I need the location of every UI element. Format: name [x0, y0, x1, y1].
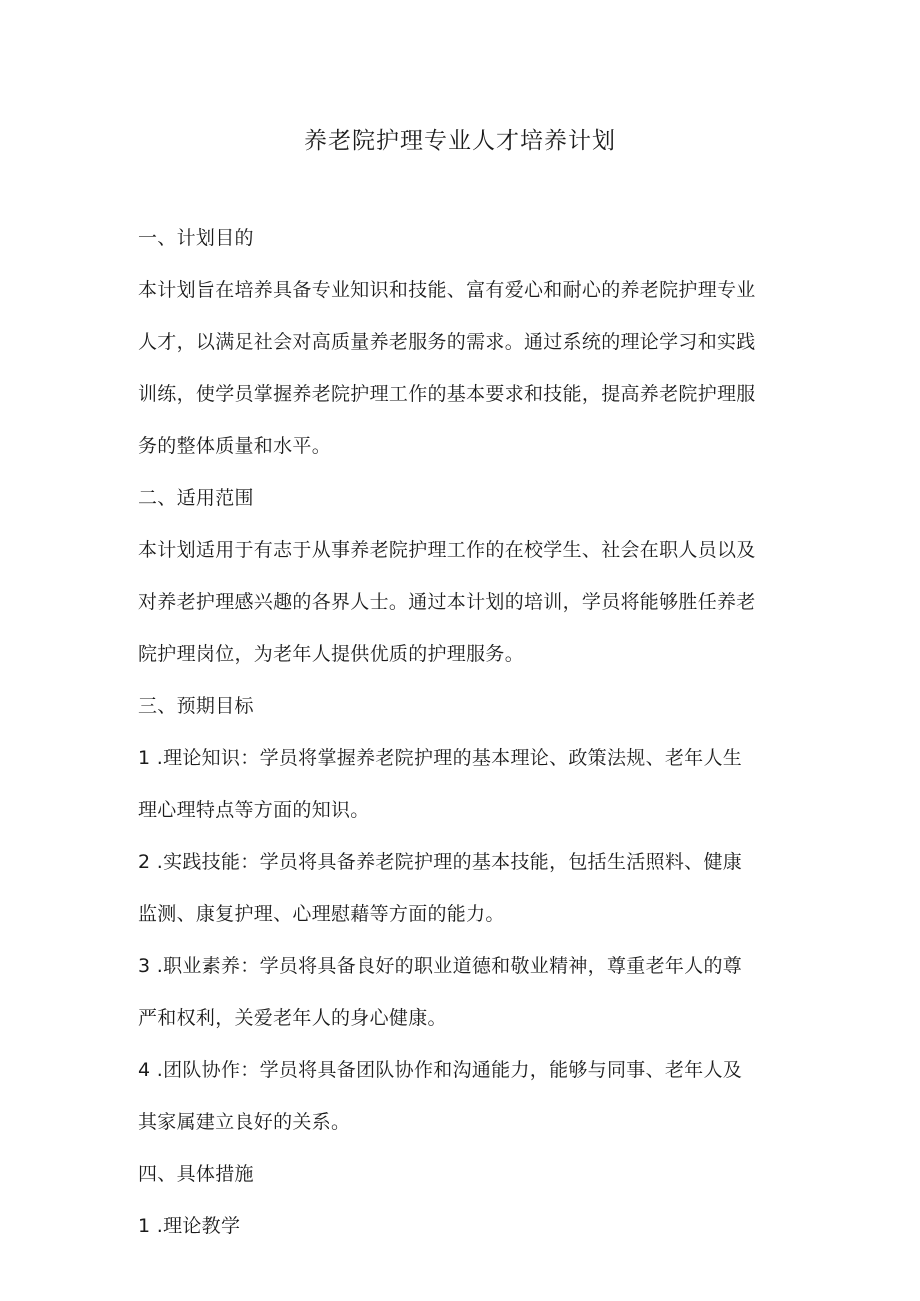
list-item-teamwork: 4 .团队协作：学员将具备团队协作和沟通能力，能够与同事、老年人及 [138, 1059, 743, 1081]
paragraph-line: 务的整体质量和水平。 [138, 435, 332, 457]
paragraph-line: 训练，使学员掌握养老院护理工作的基本要求和技能，提高养老院护理服 [138, 383, 756, 405]
section-heading-measures: 四、具体措施 [138, 1163, 254, 1185]
paragraph-line: 监测、康复护理、心理慰藉等方面的能力。 [138, 903, 505, 925]
paragraph-line: 院护理岗位，为老年人提供优质的护理服务。 [138, 643, 525, 665]
paragraph-line: 其家属建立良好的关系。 [138, 1111, 351, 1133]
list-item-professionalism: 3 .职业素养：学员将具备良好的职业道德和敬业精神，尊重老年人的尊 [138, 955, 743, 977]
list-item-practice: 2 .实践技能：学员将具备养老院护理的基本技能，包括生活照料、健康 [138, 851, 743, 873]
paragraph-line: 本计划旨在培养具备专业知识和技能、富有爱心和耐心的养老院护理专业 [138, 279, 756, 301]
paragraph-line: 人才，以满足社会对高质量养老服务的需求。通过系统的理论学习和实践 [138, 331, 756, 353]
paragraph-line: 理心理特点等方面的知识。 [138, 799, 370, 821]
list-item-theory-teaching: 1 .理论教学 [138, 1215, 241, 1237]
paragraph-line: 对养老护理感兴趣的各界人士。通过本计划的培训，学员将能够胜任养老 [138, 591, 756, 613]
section-heading-purpose: 一、计划目的 [138, 227, 254, 249]
document-body [138, 212, 783, 1252]
paragraph-line: 本计划适用于有志于从事养老院护理工作的在校学生、社会在职人员以及 [138, 539, 756, 561]
section-heading-scope: 二、适用范围 [138, 487, 254, 509]
document-title: 养老院护理专业人才培养计划 [304, 128, 616, 154]
list-item-theory: 1 .理论知识：学员将掌握养老院护理的基本理论、政策法规、老年人生 [138, 747, 743, 769]
section-heading-goals: 三、预期目标 [138, 695, 254, 717]
paragraph-line: 严和权利，关爱老年人的身心健康。 [138, 1007, 447, 1029]
